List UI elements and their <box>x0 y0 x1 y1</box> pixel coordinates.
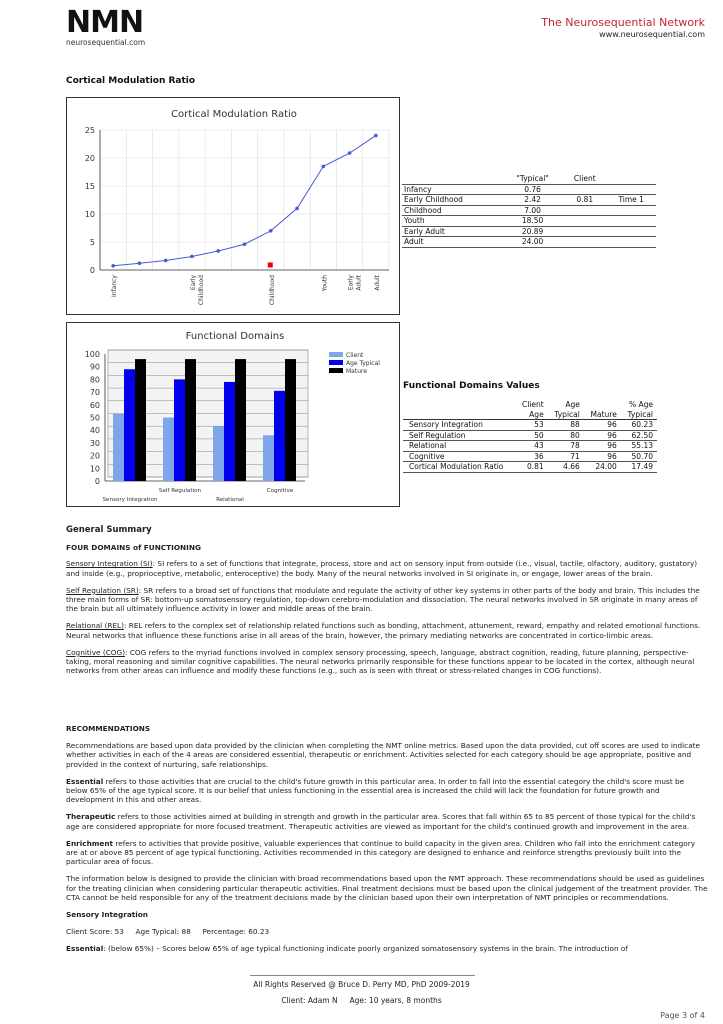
therapeutic-paragraph <box>66 812 708 830</box>
fd-bar-mature <box>185 359 196 481</box>
fd-y-tick: 90 <box>89 362 100 372</box>
fd-legend-label: Mature <box>346 368 368 375</box>
sr-paragraph <box>66 586 708 614</box>
cmr-table-row <box>402 226 656 237</box>
fd-bar-mature <box>285 359 296 481</box>
enrichment-paragraph <box>66 839 708 867</box>
fd-table-cell: 55.13 <box>621 441 657 452</box>
cmr-table-cell: Client <box>563 174 606 184</box>
fd-table-cell: 0.81 <box>516 462 548 473</box>
cmr-table-cell <box>606 226 656 237</box>
essential-label: Essential <box>66 776 104 786</box>
rel-paragraph <box>66 621 708 639</box>
cmr-table-row <box>402 205 656 216</box>
si-paragraph <box>66 559 708 577</box>
fd-y-tick: 0 <box>94 477 100 486</box>
cmr-y-tick: 0 <box>89 266 95 275</box>
fd-y-tick: 40 <box>89 426 100 436</box>
fd-section-title: Functional Domains Values <box>403 381 540 391</box>
enrichment-label: Enrichment <box>66 838 114 848</box>
org-name: The Neurosequential Network <box>541 16 705 29</box>
fd-table-row <box>403 462 657 473</box>
fd-y-tick: 20 <box>89 451 100 461</box>
cmr-table-cell: 20.89 <box>502 226 563 237</box>
fd-table-cell: 88 <box>548 420 584 431</box>
recs-title: RECOMMENDATIONS <box>66 724 151 733</box>
fd-legend-label: Age Typical <box>346 360 380 367</box>
cmr-table-cell <box>402 174 502 184</box>
fd-table-cell: Age <box>516 410 548 420</box>
fd-y-tick: 10 <box>89 464 100 474</box>
si-label: Sensory Integration (SI) <box>66 559 153 569</box>
cmr-point <box>190 255 194 259</box>
fd-bar-client <box>263 435 274 481</box>
cmr-table-cell: 2.42 <box>502 195 563 206</box>
fd-x-label: Cognitive <box>266 488 294 494</box>
fd-table-cell: 50 <box>516 430 548 441</box>
footer-client: Client: Adam N Age: 10 years, 8 months <box>281 996 442 1005</box>
fd-table-cell: 96 <box>584 420 621 431</box>
fd-y-tick: 80 <box>89 375 100 385</box>
fd-table-cell: Typical <box>548 410 584 420</box>
summary-title: General Summary <box>66 525 152 535</box>
cmr-table-cell <box>563 237 606 248</box>
fd-table-cell: 53 <box>516 420 548 431</box>
cmr-point <box>295 207 299 211</box>
cmr-table-cell: 24.00 <box>502 237 563 248</box>
fd-table-cell: % Age <box>628 400 653 409</box>
cmr-table-cell <box>606 237 656 248</box>
cmr-chart-title: Cortical Modulation Ratio <box>171 109 297 120</box>
cmr-table-cell <box>563 184 606 195</box>
fd-table-cell <box>403 400 516 410</box>
enrichment-text: refers to activities that provide positive, valuable experiences that continue to build capacity in the given area. Children who fall into the enrichment category are at or above 85 percent of age typical functioning. Activities recommended in this category are designed to enhance and reinforce strengths previously built into the particular area of focus. <box>66 838 696 867</box>
fd-table-cell: 62.50 <box>621 430 657 441</box>
fd-table-row <box>403 420 657 431</box>
cmr-x-label: Childhood <box>268 275 276 306</box>
fd-bar-chart <box>67 323 401 508</box>
cmr-y-tick: 25 <box>84 126 95 135</box>
fd-table-cell: Cognitive <box>403 451 516 462</box>
cmr-y-tick: 20 <box>84 154 95 163</box>
cmr-table-cell <box>606 174 656 184</box>
fd-table-cell: Relational <box>403 441 516 452</box>
org-url[interactable]: www.neurosequential.com <box>599 30 705 39</box>
cmr-point <box>216 249 220 253</box>
cmr-table-cell <box>563 216 606 227</box>
fd-table-row <box>403 451 657 462</box>
fd-legend-swatch <box>329 368 343 373</box>
fd-bar-age-typical <box>274 391 285 481</box>
cmr-chart-box <box>66 97 400 315</box>
fd-table-cell <box>584 400 621 410</box>
essential-paragraph <box>66 777 708 805</box>
cmr-table-cell: Infancy <box>402 184 502 195</box>
cmr-line-chart <box>67 98 401 316</box>
fd-table-cell: 96 <box>584 430 621 441</box>
fd-bar-mature <box>135 359 146 481</box>
fd-table-cell: Client <box>521 400 544 409</box>
essential-text: refers to those activities that are crucial to the child's future growth in this particular area. In order to fall into the essential category the child's score must be below 65% of the age typical score. It is our belief that unless functioning in the essential area is increased the child will lack the foundation for future growth and development in this and other areas. <box>66 776 685 805</box>
fd-bar-client <box>213 426 224 481</box>
cmr-point <box>138 261 142 265</box>
footer-divider <box>250 975 475 976</box>
fd-table-row <box>403 430 657 441</box>
fd-bar-age-typical <box>224 382 235 481</box>
cmr-table-row <box>402 216 656 227</box>
cmr-table-row <box>402 174 656 184</box>
page-number: Page 3 of 4 <box>660 1011 705 1020</box>
fd-table-cell: 80 <box>548 430 584 441</box>
cmr-table-row <box>402 195 656 206</box>
fd-table-cell: 71 <box>548 451 584 462</box>
fd-y-tick: 60 <box>89 400 100 410</box>
cog-text: : COG refers to the myriad functions involved in complex sensory processing, speech, language, abstract cognition, reading, future planning, perspective-taking, moral reasoning and similar cognitive capabilities. The neural networks primarily responsible for these functions appear to be located in the cortex, although neural networks from other areas can influence and modify these functions (e.g., such as is seen with threat or stress-related changes in COG functions). <box>66 647 695 676</box>
logo-subtitle: neurosequential.com <box>66 38 146 47</box>
fd-x-label: Sensory Integration <box>102 497 158 503</box>
cmr-y-tick: 10 <box>84 210 95 219</box>
si-essential-line <box>66 944 708 953</box>
cmr-table-cell: 7.00 <box>502 205 563 216</box>
fd-table-cell: 17.49 <box>621 462 657 473</box>
cmr-table-cell: Youth <box>402 216 502 227</box>
fd-table-cell: 50.70 <box>621 451 657 462</box>
fd-bar-age-typical <box>124 369 135 481</box>
cmr-y-tick: 15 <box>84 182 95 191</box>
therapeutic-text: refers to those activities aimed at building in strength and growth in the particular area. Scores that fall within 65 to 85 percent of those typical for the child's age are considered appropriate for more focused treatment. Therapeutic activities are viewed as important for the child's continued growth and improvement in the area. <box>66 812 696 831</box>
rel-label: Relational (REL) <box>66 621 124 631</box>
cog-paragraph <box>66 648 708 676</box>
fd-y-tick: 70 <box>89 388 100 398</box>
cmr-table-row <box>402 184 656 195</box>
fd-table-cell: Age <box>565 400 580 409</box>
si-rec-title: Sensory Integration <box>66 910 148 920</box>
fd-legend-swatch <box>329 360 343 365</box>
fd-chart-box <box>66 322 400 507</box>
fd-table-cell: 78 <box>548 441 584 452</box>
fd-table-row <box>403 400 657 410</box>
cmr-table-cell <box>606 184 656 195</box>
fd-table-row <box>403 441 657 452</box>
cog-label: Cognitive (COG) <box>66 647 126 657</box>
nmn-logo <box>66 5 156 47</box>
cmr-table-cell <box>563 205 606 216</box>
fd-chart-title: Functional Domains <box>185 331 285 342</box>
fd-y-tick: 50 <box>89 413 100 423</box>
recs-info: The information below is designed to provide the clinician with broad recommendations based upon the NMT approach. These recommendations should be used as guidelines for the treating clinician when considering particular therapeutic activities. Final treatment decisions must be based upon the clinical judgement of the treatment provider. The CTA cannot be held responsible for any of the treatment decisions made by the clinician based upon their own interpretation of NMT principles or recommendations. <box>66 874 708 902</box>
fd-bar-client <box>113 414 124 481</box>
recommendations-section <box>66 724 708 954</box>
logo-text: NMN <box>66 5 144 40</box>
fd-legend-swatch <box>329 352 343 357</box>
fd-bar-mature <box>235 359 246 481</box>
fd-table <box>403 400 657 473</box>
si-essential-label: Essential <box>66 944 104 954</box>
fd-bar-client <box>163 418 174 482</box>
cmr-table-cell: 0.76 <box>502 184 563 195</box>
cmr-point <box>374 134 378 138</box>
fd-legend-label: Client <box>346 352 364 359</box>
cmr-table-row <box>402 237 656 248</box>
fd-table-cell: 43 <box>516 441 548 452</box>
si-rec-scores: Client Score: 53 Age Typical: 88 Percentage: 60.23 <box>66 927 270 937</box>
fd-table-cell: Self Regulation <box>403 430 516 441</box>
cmr-table-cell <box>606 216 656 227</box>
summary-subtitle: FOUR DOMAINS of FUNCTIONING <box>66 543 201 553</box>
fd-table-cell <box>403 410 516 420</box>
cmr-table-cell: Early Childhood <box>402 195 502 206</box>
fd-table-cell: 60.23 <box>621 420 657 431</box>
fd-table-cell: Cortical Modulation Ratio <box>403 462 516 473</box>
cmr-x-label: Childhood <box>197 275 205 306</box>
cmr-x-label: Adult <box>355 275 363 291</box>
fd-bar-age-typical <box>174 379 185 481</box>
cmr-point <box>348 151 352 155</box>
cmr-table-cell: 0.81 <box>563 195 606 206</box>
cmr-table-cell: Childhood <box>402 205 502 216</box>
header-right <box>541 16 705 39</box>
cmr-table-cell: 18.50 <box>502 216 563 227</box>
cmr-x-label: Early <box>189 275 197 291</box>
rel-text: : REL refers to the complex set of relationship related functions such as bonding, attachment, attunement, reward, empathy and related emotional functions. Neural networks that influence these functions arise in all areas of the brain, however, the primary mediating networks are concentrated in cortico-limbic areas. <box>66 621 701 640</box>
therapeutic-label: Therapeutic <box>66 812 116 822</box>
footer-rights: All Rights Reserved @ Bruce D. Perry MD, PhD 2009-2019 <box>253 980 470 989</box>
fd-table-cell: Typical <box>621 410 657 420</box>
cmr-point <box>243 242 247 246</box>
sr-text: : SR refers to a broad set of functions that modulate and regulate the activity of other key systems in other parts of the body and brain. This includes the three main forms of SR: bottom-up somatosensory regulation, top-down cerebro-modulation and dissociation. The neural networks involved in SR originate in many areas of the brain but all ultimately influence activity in lower and middle areas of the brain. <box>66 585 700 614</box>
recs-intro: Recommendations are based upon data provided by the clinician when completing the NMT online metrics. Based upon the data provided, cut off scores are used to indicate whether activities in each of the 4 areas are considered essential, therapeutic or enrichment. Activities selected for each category should be age appropriate, positive and provided in the context of nurturing, safe relationships. <box>66 741 701 769</box>
fd-x-label: Self Regulation <box>158 488 202 494</box>
fd-table-cell: Sensory Integration <box>403 420 516 431</box>
cmr-point <box>111 264 115 268</box>
fd-x-label: Relational <box>216 497 244 503</box>
cmr-x-label: Infancy <box>111 275 119 298</box>
cmr-x-label: Adult <box>373 275 381 291</box>
fd-table-cell: 36 <box>516 451 548 462</box>
si-essential-text: : (below 65%) – Scores below 65% of age typical functioning indicate poorly organized somatosensory systems in the brain. The introduction of <box>103 944 628 954</box>
cmr-table-cell <box>563 226 606 237</box>
sr-label: Self Regulation (SR) <box>66 585 139 595</box>
fd-table-cell: Mature <box>584 410 621 420</box>
cmr-table <box>402 174 656 248</box>
summary-section <box>66 526 708 683</box>
fd-y-tick: 100 <box>84 350 100 359</box>
fd-y-tick: 30 <box>89 438 100 448</box>
cmr-client-point <box>268 262 273 267</box>
fd-table-cell: 4.66 <box>548 462 584 473</box>
cmr-table-cell: Early Adult <box>402 226 502 237</box>
fd-table-cell: 24.00 <box>584 462 621 473</box>
cmr-x-label: Youth <box>321 275 329 292</box>
fd-table-cell: 96 <box>584 451 621 462</box>
fd-table-row <box>403 410 657 420</box>
cmr-table-cell: Adult <box>402 237 502 248</box>
cmr-y-tick: 5 <box>89 238 95 247</box>
cmr-table-cell: "Typical" <box>502 174 563 184</box>
cmr-point <box>322 165 326 169</box>
cmr-x-label: Early <box>347 275 355 291</box>
fd-table-cell: 96 <box>584 441 621 452</box>
cmr-section-title: Cortical Modulation Ratio <box>66 76 196 86</box>
cmr-table-cell <box>606 205 656 216</box>
cmr-table-cell: Time 1 <box>606 195 656 206</box>
si-text: : SI refers to a set of functions that integrate, process, store and act on sensory input from outside (i.e., visual, tactile, olfactory, auditory, gustatory) and inside (e.g., proprioceptive, metabolic, enteroceptive) the body. Many of the neural networks involved in SI originate in, or engage, lower areas of the brain. <box>66 559 698 578</box>
cmr-point <box>164 259 168 263</box>
cmr-point <box>269 229 273 233</box>
